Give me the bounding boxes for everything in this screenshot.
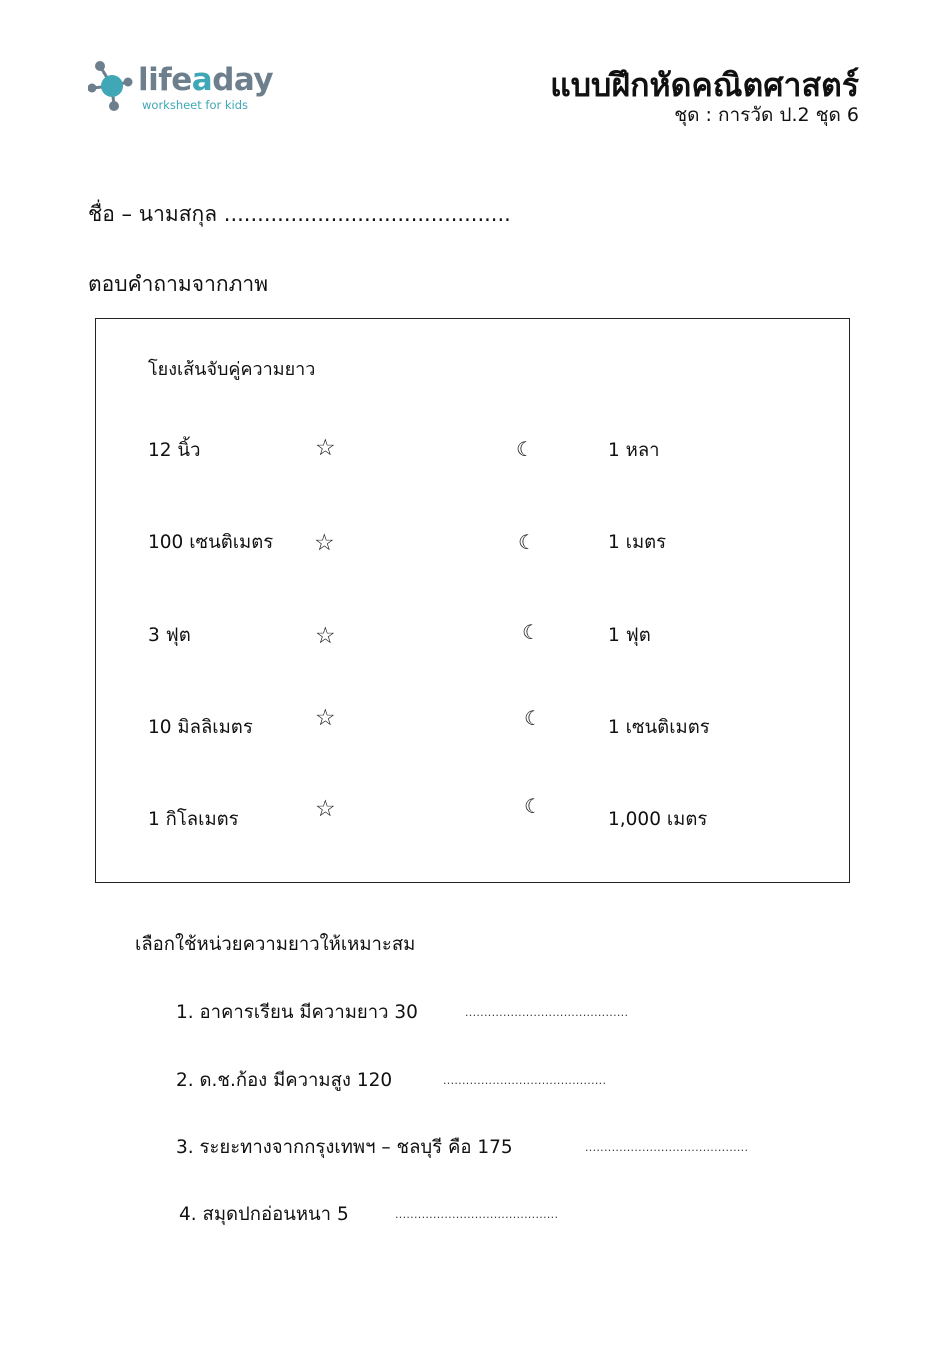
match-left-item: 3 ฟุต [148,625,191,646]
moon-icon[interactable]: ☾ [522,620,540,644]
moon-icon[interactable]: ☾ [524,794,542,818]
match-right-item: 1 หลา [608,440,660,461]
answer-blank[interactable]: ........................................... [585,1141,749,1154]
moon-icon[interactable]: ☾ [516,437,534,461]
worksheet-title: แบบฝึกหัดคณิตศาสตร์ [550,66,859,104]
moon-icon[interactable]: ☾ [524,706,542,730]
logo-wordmark: lifeaday [138,62,274,98]
units-section-heading: เลือกใช้หน่วยความยาวให้เหมาะสม [135,934,416,955]
question-item: 3. ระยะทางจากกรุงเทพฯ – ชลบุรี คือ 175 [176,1137,513,1158]
logo [88,58,278,118]
match-left-item: 100 เซนติเมตร [148,532,274,553]
match-right-item: 1 เมตร [608,532,667,553]
question-item: 4. สมุดปกอ่อนหนา 5 [179,1204,349,1225]
match-left-item: 10 มิลลิเมตร [148,717,253,738]
student-name-field[interactable]: ชื่อ – นามสกุล ........................................... [88,202,511,226]
star-icon[interactable]: ☆ [315,705,336,731]
star-icon[interactable]: ☆ [315,796,336,822]
answer-blank[interactable]: ........................................... [465,1006,629,1019]
matching-box [95,318,850,883]
match-right-item: 1 ฟุต [608,625,651,646]
moon-icon[interactable]: ☾ [518,530,536,554]
question-item: 1. อาคารเรียน มีความยาว 30 [176,1002,418,1023]
molecule-logo-icon [88,60,136,112]
answer-blank[interactable]: ........................................... [443,1074,607,1087]
answer-blank[interactable]: ........................................... [395,1208,559,1221]
question-item: 2. ด.ช.ก้อง มีความสูง 120 [176,1070,393,1091]
worksheet-subtitle: ชุด : การวัด ป.2 ชุด 6 [674,104,859,126]
logo-tagline: worksheet for kids [142,98,249,112]
match-left-item: 12 นิ้ว [148,440,201,461]
match-right-item: 1,000 เมตร [608,809,708,830]
matching-heading: โยงเส้นจับคู่ความยาว [148,359,316,380]
star-icon[interactable]: ☆ [315,435,336,461]
instruction-text: ตอบคำถามจากภาพ [88,272,269,296]
star-icon[interactable]: ☆ [315,623,336,649]
match-left-item: 1 กิโลเมตร [148,809,239,830]
match-right-item: 1 เซนติเมตร [608,717,710,738]
star-icon[interactable]: ☆ [314,530,335,556]
